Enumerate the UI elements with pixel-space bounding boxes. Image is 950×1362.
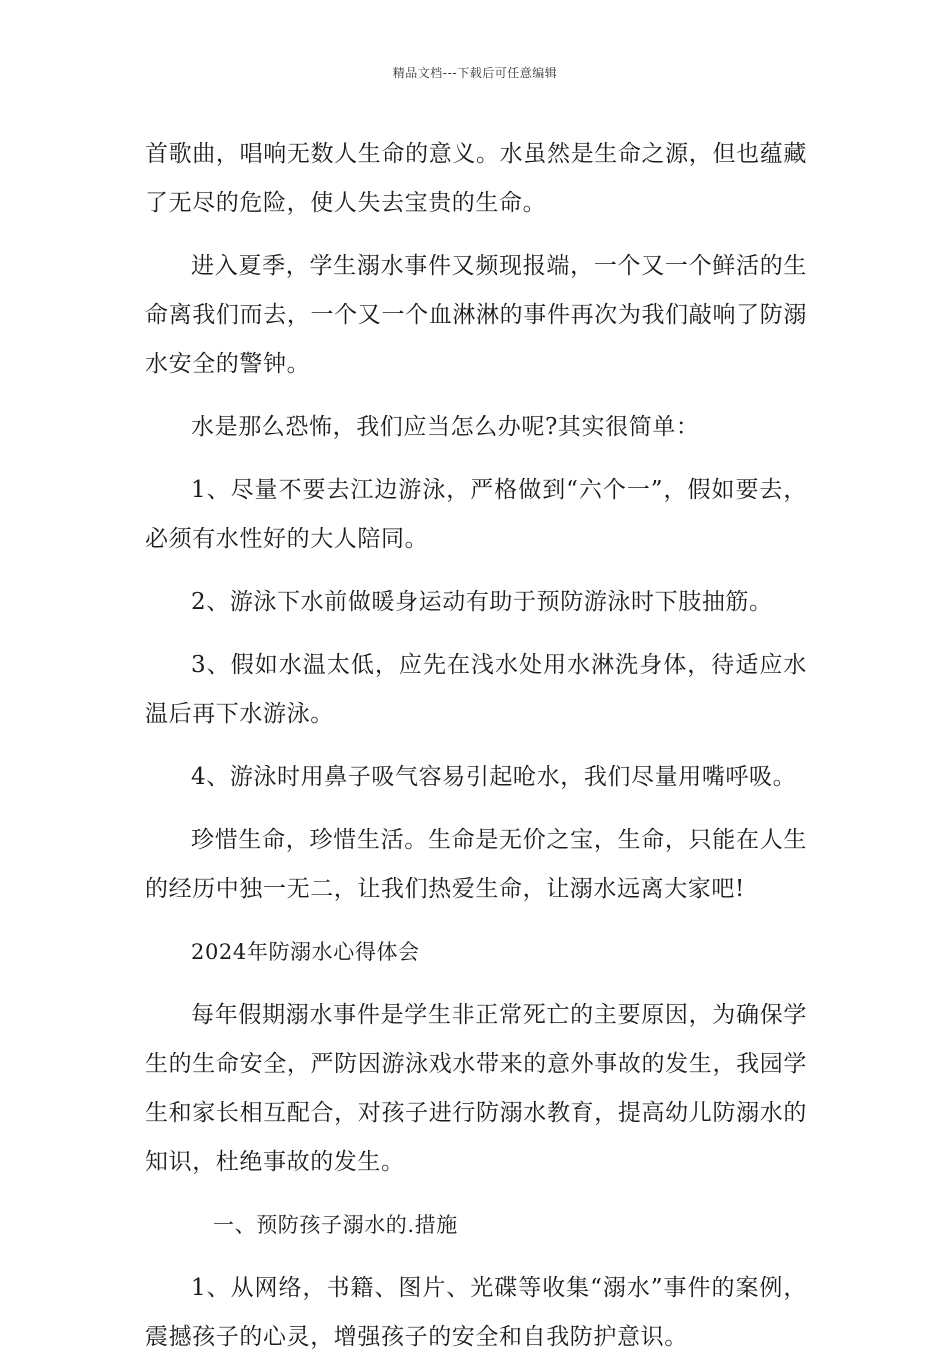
section-heading-measures: 一、预防孩子溺水的.措施 [213, 1213, 458, 1237]
list-item-3: 3、假如水温太低，应先在浅水处用水淋洗身体，待适应水温后再下水游泳。 [145, 652, 807, 727]
list-item-2: 2、游泳下水前做暖身运动有助于预防游泳时下肢抽筋。 [191, 589, 773, 615]
paragraph-song-meaning: 首歌曲，唱响无数人生命的意义。水虽然是生命之源，但也蕴藏了无尽的危险，使人失去宝贵的生命。 [145, 141, 807, 216]
list-item-4: 4、游泳时用鼻子吸气容易引起呛水，我们尽量用嘴呼吸。 [191, 764, 797, 790]
section-title: 2024年防溺水心得体会 [191, 940, 420, 964]
paragraph-intro: 每年假期溺水事件是学生非正常死亡的主要原因，为确保学生的生命安全，严防因游泳戏水带来的意外事故的发生，我园学生和家长相互配合，对孩子进行防溺水教育，提高幼儿防溺水的知识，杜绝事故的发生。 [145, 1002, 807, 1175]
measure-item-1: 1、从网络，书籍、图片、光碟等收集“溺水”事件的案例，震撼孩子的心灵，增强孩子的安全和自我防护意识。 [145, 1275, 807, 1350]
paragraph-cherish-life: 珍惜生命，珍惜生活。生命是无价之宝，生命，只能在人生的经历中独一无二，让我们热爱生命，让溺水远离大家吧! [145, 827, 807, 902]
paragraph-summer-drowning: 进入夏季，学生溺水事件又频现报端，一个又一个鲜活的生命离我们而去，一个又一个血淋淋的事件再次为我们敲响了防溺水安全的警钟。 [145, 253, 807, 377]
page-header: 精品文档---下载后可任意编辑 [392, 66, 558, 80]
list-item-1: 1、尽量不要去江边游泳，严格做到“六个一”，假如要去，必须有水性好的大人陪同。 [145, 477, 807, 552]
document-body [145, 130, 807, 1362]
paragraph-what-to-do: 水是那么恐怖，我们应当怎么办呢?其实很简单： [191, 414, 700, 440]
